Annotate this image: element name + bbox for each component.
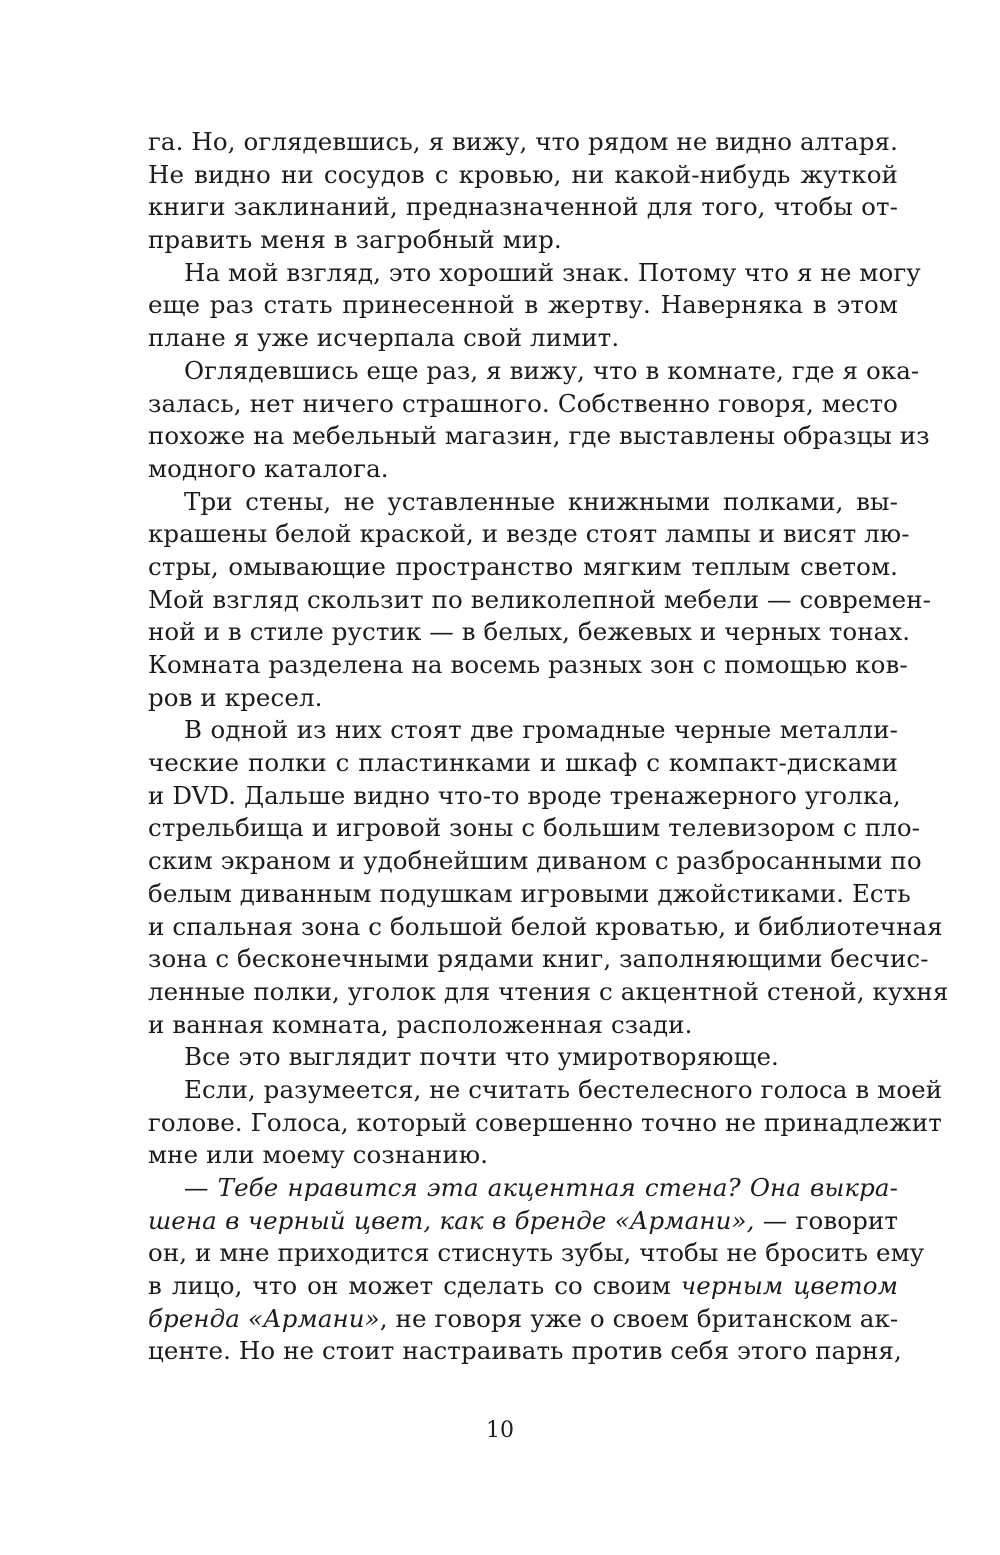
text-line: и DVD. Дальше видно что-то вроде тренажерного уголка, — [148, 780, 901, 810]
page-body — [148, 126, 949, 1368]
text-line: плане я уже исчерпала свой лимит. — [148, 323, 620, 353]
text-line: еще раз стать принесенной в жертву. Наверняка в этом — [148, 290, 898, 320]
text-line: и спальная зона с большой белой кроватью, и библиотечная — [148, 911, 943, 941]
text-line — [148, 1303, 898, 1336]
text-line: ной и в стиле рустик — в белых, бежевых и черных тонах. — [148, 617, 911, 647]
text-line: В одной из них стоят две громадные черные металли- — [184, 715, 898, 745]
text-line: Если, разумеется, не считать бестелесного голоса в моей — [184, 1074, 943, 1104]
text-line: Не видно ни сосудов с кровью, ни какой-нибудь жуткой — [148, 159, 898, 189]
italic-text: черным цветом — [680, 1271, 898, 1301]
text-line: крашены белой краской, и везде стоят лампы и висят лю- — [148, 519, 910, 549]
text-line: Оглядевшись еще раз, я вижу, что в комнате, где я ока- — [184, 355, 920, 385]
text-line: стры, омывающие пространство мягким теплым светом. — [148, 551, 898, 581]
text-segment: в лицо, что он может сделать со своим — [148, 1271, 681, 1301]
text-line: ров и кресел. — [148, 682, 323, 712]
text-line: Мой взгляд скользит по великолепной мебели — современ- — [148, 584, 932, 614]
text-segment: — говорит — [762, 1205, 898, 1235]
text-line: Три стены, не уставленные книжными полками, вы- — [184, 486, 898, 516]
text-line: Все это выглядит почти что умиротворяюще. — [184, 1042, 779, 1072]
text-line: ческие полки с пластинками и шкаф с компакт-дисками — [148, 748, 898, 778]
text-segment: , не говоря уже о своем британском ак- — [379, 1303, 899, 1333]
text-line — [148, 1172, 898, 1205]
text-line: белым диванным подушкам игровыми джойстиками. Есть — [148, 878, 911, 908]
text-line: центе. Но не стоит настраивать против себя этого парня, — [148, 1336, 902, 1366]
text-line: и ванная комната, расположенная сзади. — [148, 1009, 693, 1039]
text-line: ленные полки, уголок для чтения с акцентной стеной, кухня — [148, 976, 949, 1006]
italic-text: — Тебе нравится эта акцентная стена? Она выкра- — [184, 1173, 898, 1202]
page-number: 10 — [486, 1418, 514, 1443]
text-line: книги заклинаний, предназначенной для того, чтобы от- — [148, 192, 898, 222]
text-line: Комната разделена на восемь разных зон с помощью ков- — [148, 650, 908, 679]
text-line: га. Но, оглядевшись, я вижу, что рядом не видно алтаря. — [148, 127, 898, 156]
text-line: мне или моему сознанию. — [148, 1140, 489, 1170]
italic-text: шена в черный цвет, как в бренде «Армани», — [148, 1205, 763, 1235]
text-line: голове. Голоса, который совершенно точно не принадлежит — [148, 1107, 942, 1137]
text-line: На мой взгляд, это хороший знак. Потому что я не могу — [184, 257, 921, 287]
text-line: похоже на мебельный магазин, где выставлены образцы из — [148, 421, 930, 451]
text-line — [148, 1270, 898, 1303]
text-line — [148, 1205, 898, 1238]
text-line: ским экраном и удобнейшим диваном с разбросанными по — [148, 846, 922, 876]
text-line: модного каталога. — [148, 453, 389, 483]
text-line: он, и мне приходится стиснуть зубы, чтобы не бросить ему — [148, 1238, 925, 1268]
italic-text: бренда «Армани» — [148, 1303, 380, 1333]
text-line: стрельбища и игровой зоны с большим телевизором с пло- — [148, 813, 921, 843]
text-line: править меня в загробный мир. — [148, 225, 562, 255]
text-line: залась, нет ничего страшного. Собственно говоря, место — [148, 388, 898, 418]
text-line: зона с бесконечными рядами книг, заполняющими бесчис- — [148, 944, 929, 974]
